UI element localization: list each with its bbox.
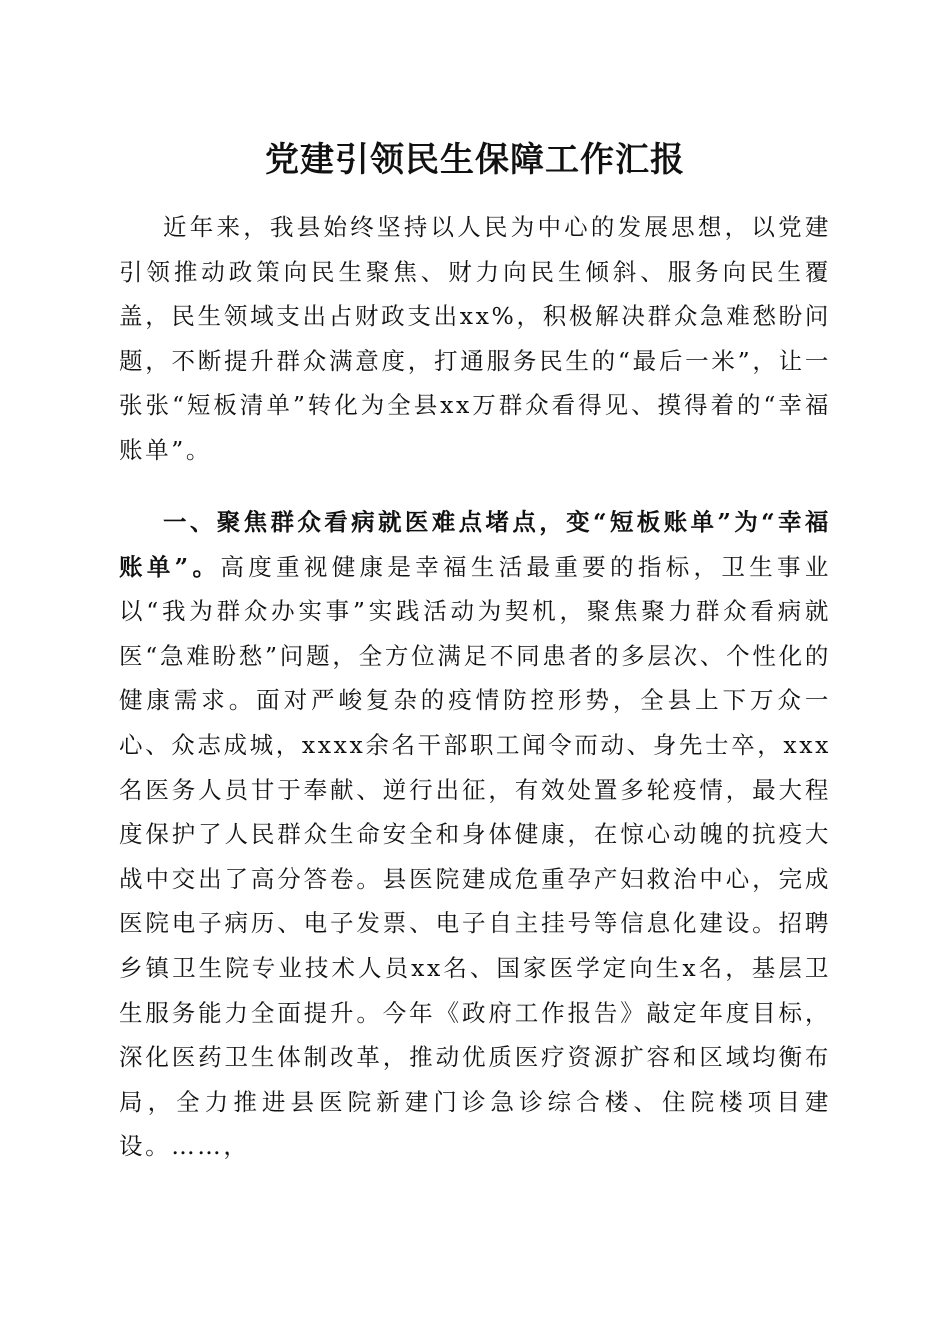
section-1-body: 高度重视健康是幸福生活最重要的指标，卫生事业以“我为群众办实事”实践活动为契机，聚焦聚力群众看病就医“急难盼愁”问题，全方位满足不同患者的多层次、个性化的健康需求。面对严峻复杂的疫情防控形势，全县上下万众一心、众志成城，xxxx余名干部职工闻令而动、身先士卒，xxx名医务人员甘于奉献、逆行出征，有效处置多轮疫情，最大程度保护了人民群众生命安全和身体健康，在惊心动魄的抗疫大战中交出了高分答卷。县医院建成危重孕产妇救治中心，完成医院电子病历、电子发票、电子自主挂号等信息化建设。招聘乡镇卫生院专业技术人员xx名、国家医学定向生x名，基层卫生服务能力全面提升。今年《政府工作报告》敲定年度目标，深化医药卫生体制改革，推动优质医疗资源扩容和区域均衡布局，全力推进县医院新建门诊急诊综合楼、住院楼项目建设。……， bbox=[119, 552, 831, 1161]
section-1-heading: 一、聚焦群众看病就医难点堵点，变“短板账单”为“幸福账单”。 bbox=[119, 508, 831, 581]
document-title: 党建引领民生保障工作汇报 bbox=[265, 140, 685, 180]
intro-paragraph: 近年来，我县始终坚持以人民为中心的发展思想，以党建引领推动政策向民生聚焦、财力向民生倾斜、服务向民生覆盖，民生领域支出占财政支出xx%，积极解决群众急难愁盼问题，不断提升群众满意度，打通服务民生的“最后一米”，让一张张“短板清单”转化为全县xx万群众看得见、摸得着的“幸福账单”。 bbox=[119, 213, 831, 464]
section-1-paragraph bbox=[119, 500, 831, 1169]
